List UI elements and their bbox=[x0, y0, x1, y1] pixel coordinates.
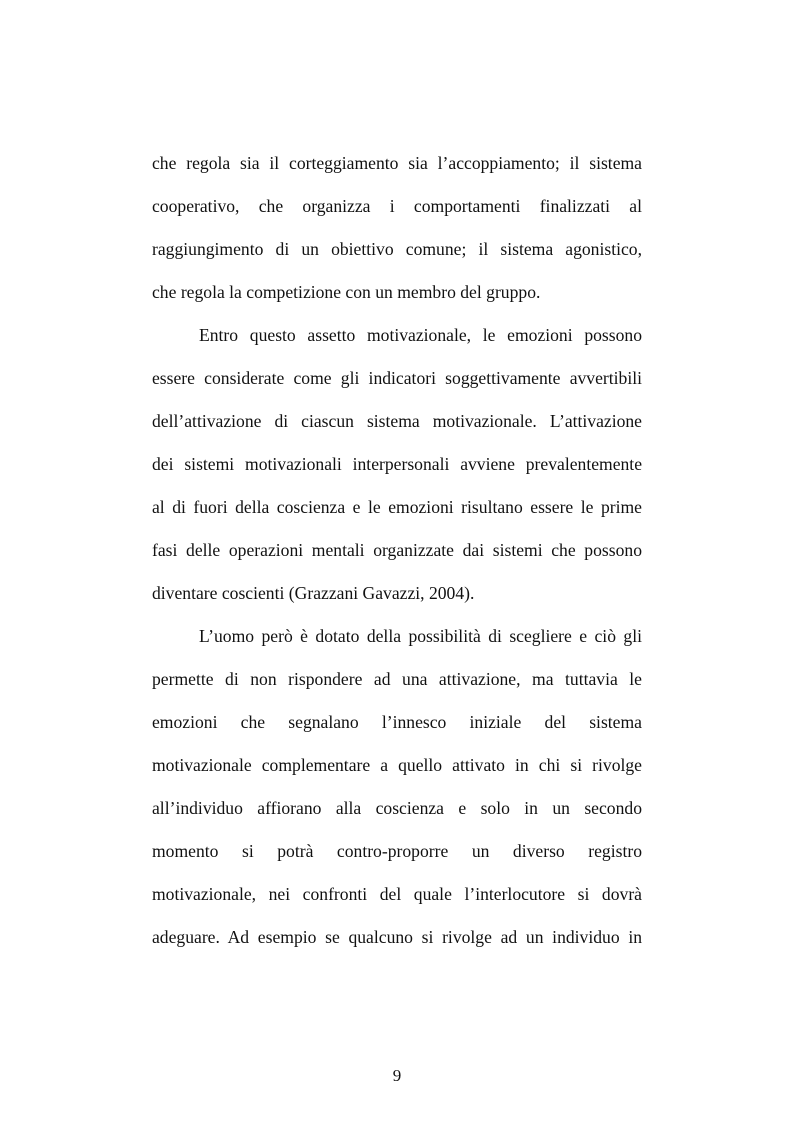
text-line: adeguare. Ad esempio se qualcuno si rivolge ad un individuo in bbox=[152, 927, 642, 947]
text-line: fasi delle operazioni mentali organizzate dai sistemi che possono bbox=[152, 540, 642, 560]
text-line: al di fuori della coscienza e le emozioni risultano essere le prime bbox=[152, 497, 642, 517]
text-line: essere considerate come gli indicatori soggettivamente avvertibili bbox=[152, 368, 642, 388]
text-line: motivazionale complementare a quello attivato in chi si rivolge bbox=[152, 755, 642, 775]
text-line: che regola la competizione con un membro del gruppo. bbox=[152, 282, 541, 302]
text-line: emozioni che segnalano l’innesco iniziale del sistema bbox=[152, 712, 642, 732]
text-line: dell’attivazione di ciascun sistema motivazionale. L’attivazione bbox=[152, 411, 642, 431]
text-line: Entro questo assetto motivazionale, le emozioni possono bbox=[199, 325, 642, 345]
text-line: cooperativo, che organizza i comportamenti finalizzati al bbox=[152, 196, 642, 216]
text-line: motivazionale, nei confronti del quale l’interlocutore si dovrà bbox=[152, 884, 642, 904]
text-line: raggiungimento di un obiettivo comune; il sistema agonistico, bbox=[152, 239, 642, 259]
text-line: all’individuo affiorano alla coscienza e solo in un secondo bbox=[152, 798, 642, 818]
text-line: momento si potrà contro-proporre un diverso registro bbox=[152, 841, 642, 861]
text-line: permette di non rispondere ad una attivazione, ma tuttavia le bbox=[152, 669, 642, 689]
text-line: L’uomo però è dotato della possibilità di scegliere e ciò gli bbox=[199, 626, 642, 646]
page-number: 9 bbox=[392, 1066, 402, 1085]
text-line: diventare coscienti (Grazzani Gavazzi, 2004). bbox=[152, 583, 475, 603]
text-line: che regola sia il corteggiamento sia l’accoppiamento; il sistema bbox=[152, 153, 642, 173]
text-line: dei sistemi motivazionali interpersonali avviene prevalentemente bbox=[152, 454, 642, 474]
